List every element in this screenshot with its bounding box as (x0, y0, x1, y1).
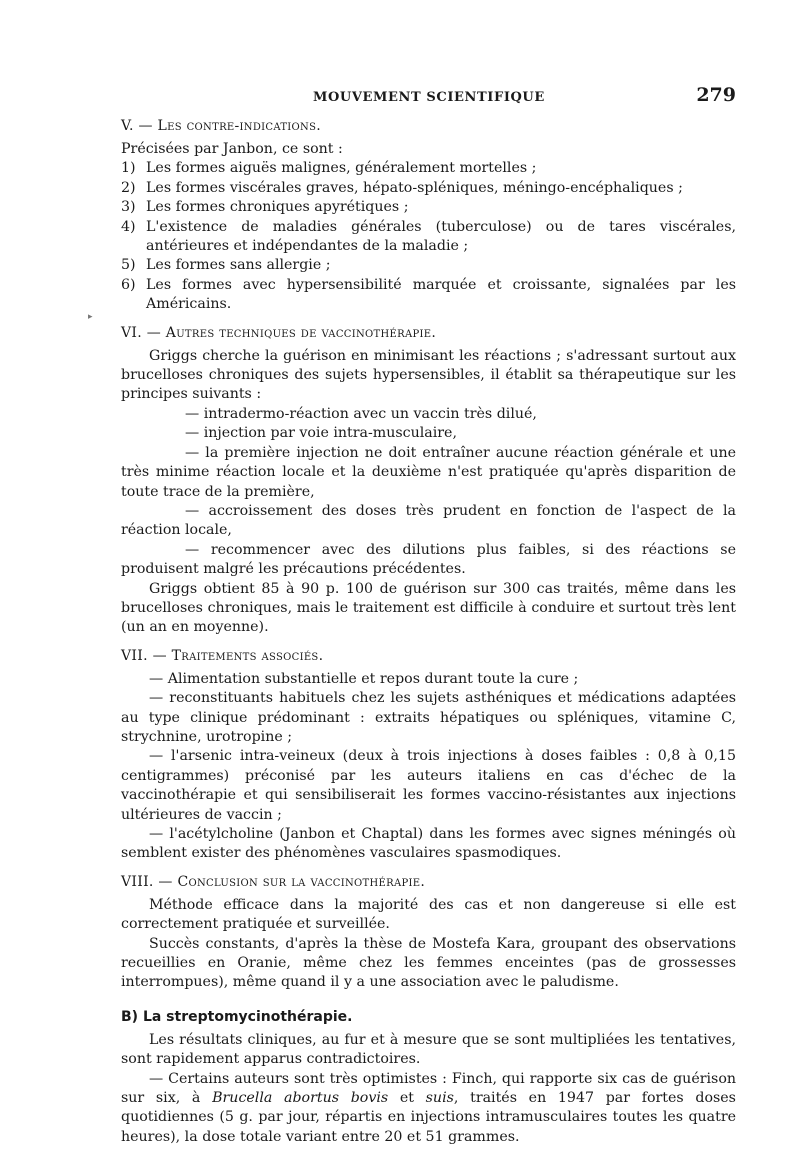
section-autres-techniques (121, 323, 736, 638)
section-conclusion (121, 872, 736, 993)
item-text: Les formes avec hypersensibilité marquée et croissante, signalées par les Américains. (146, 276, 736, 313)
principle-item: — intradermo-réaction avec un vaccin très dilué, (185, 405, 537, 422)
section-traitements-associes (121, 646, 736, 864)
item-number: 3) (121, 199, 136, 216)
text-run: et (388, 1090, 426, 1107)
section-heading: VI. — Autres techniques de vaccinothérapie. (121, 324, 437, 341)
principle-item: — la première injection ne doit entraîner aucune réaction générale et une très minime réaction locale et la deuxième n'est pratiquée qu'après disparition de toute trace de la première, (121, 444, 736, 500)
list-item (121, 159, 736, 178)
item-number: 5) (121, 257, 136, 274)
scan-speck: ▸ (88, 312, 93, 322)
list-item (121, 179, 736, 198)
page-number: 279 (696, 84, 736, 106)
paragraph (121, 1070, 736, 1148)
list-item (121, 218, 736, 257)
item-text: Les formes aiguës malignes, généralement mortelles ; (146, 160, 537, 177)
section-streptomycinotherapie (121, 1007, 736, 1147)
section-heading: V. — Les contre-indications. (121, 118, 322, 134)
principle-item: — injection par voie intra-musculaire, (185, 425, 457, 442)
intro-text: Précisées par Janbon, ce sont : (121, 141, 343, 157)
item-number: 6) (121, 276, 136, 293)
treatment-item: — l'arsenic intra-veineux (deux à trois injections à doses faibles : 0,8 à 0,15 centigrammes) préconisé par les auteurs italiens en cas d'échec de la vaccinothérapie et qui sensibiliserait les formes vaccino-résistantes aux injections ultérieures de vaccin ; (121, 748, 736, 823)
item-number: 2) (121, 179, 136, 196)
principle-item: — accroissement des doses très prudent en fonction de l'aspect de la réaction locale, (121, 502, 736, 539)
item-text: Les formes viscérales graves, hépato-spléniques, méningo-encéphaliques ; (146, 179, 683, 196)
section-contre-indications (121, 116, 736, 315)
paragraph: Les résultats cliniques, au fur et à mesure que se sont multipliées les tentatives, sont rapidement apparus contradictoires. (121, 1031, 736, 1068)
text-run: , traités en 1947 par fortes doses quotidiennes (5 g. par jour, répartis en injections intramusculaires toutes les quatre heures), la dose totale variant entre 20 et 51 grammes. (121, 1090, 736, 1145)
running-head (121, 84, 736, 116)
species-name: suis (425, 1090, 454, 1107)
paragraph: Méthode efficace dans la majorité des cas et non dangereuse si elle est correctement pratiquée et surveillée. (121, 896, 736, 933)
text-run: — Certains auteurs sont très optimistes : Finch, qui rapporte six cas de guérison sur six, à (121, 1070, 736, 1107)
list-item (121, 276, 736, 315)
section-heading: VII. — Traitements associés. (121, 647, 324, 664)
list-item (121, 198, 736, 217)
paragraph: Griggs cherche la guérison en minimisant les réactions ; s'adressant surtout aux brucelloses chroniques des sujets hypersensibles, il établit sa thérapeutique sur les principes suivants : (121, 347, 736, 403)
item-text: Les formes chroniques apyrétiques ; (146, 199, 409, 216)
item-text: L'existence de maladies générales (tuberculose) ou de tares viscérales, antérieures et indépendantes de la maladie ; (146, 218, 736, 255)
treatment-item: — reconstituants habituels chez les sujets asthéniques et médications adaptées au type clinique prédominant : extraits hépatiques ou spléniques, vitamine C, strychnine, urotropine ; (121, 690, 736, 745)
section-heading: VIII. — Conclusion sur la vaccinothérapie. (121, 873, 426, 890)
item-number: 1) (121, 160, 136, 177)
paragraph: Griggs obtient 85 à 90 p. 100 de guérison sur 300 cas traités, même dans les brucelloses chroniques, mais le traitement est difficile à conduire et surtout très lent (un an en moyenne). (121, 580, 736, 636)
item-number: 4) (121, 218, 136, 235)
principle-item: — recommencer avec des dilutions plus faibles, si des réactions se produisent malgré les précautions précédentes. (121, 541, 736, 578)
running-title: MOUVEMENT SCIENTIFIQUE (313, 90, 545, 105)
species-name: Brucella abortus bovis (212, 1090, 389, 1107)
list-item (121, 256, 736, 275)
item-text: Les formes sans allergie ; (146, 257, 331, 274)
treatment-item: — Alimentation substantielle et repos durant toute la cure ; (149, 670, 579, 687)
treatment-item: — l'acétylcholine (Janbon et Chaptal) dans les formes avec signes méningés où semblent exister des phénomènes vasculaires spasmodiques. (121, 826, 736, 862)
paragraph: Succès constants, d'après la thèse de Mostefa Kara, groupant des observations recueillies en Oranie, même chez les femmes enceintes (pas de grossesses interrompues), même quand il y a une association avec le paludisme. (121, 935, 736, 991)
section-heading: B) La streptomycinothérapie. (121, 1008, 353, 1025)
contre-indications-list (121, 159, 736, 314)
